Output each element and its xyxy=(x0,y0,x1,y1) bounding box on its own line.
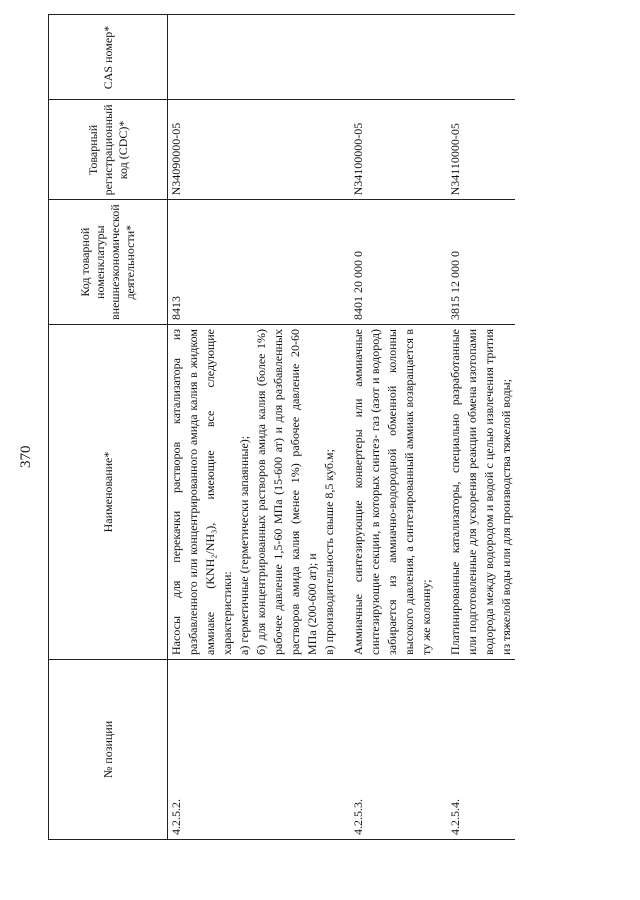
table-header-row xyxy=(49,15,168,840)
row-position: 4.2.5.4. xyxy=(447,660,515,840)
page-number: 370 xyxy=(18,445,34,468)
row-name xyxy=(168,325,351,660)
row-cas xyxy=(350,15,447,100)
row-name-line: Насосы для перекачки растворов катализатора из разбавленного или концентрированного амида калия в жидком аммиаке (KNH₂/NH₃), имеющие все следующие характеристики: xyxy=(169,329,234,655)
header-position: № позиции xyxy=(49,660,168,840)
row-hs-code: 8401 20 000 0 xyxy=(350,200,447,325)
table-row xyxy=(168,15,351,840)
row-name-line: Аммиачные синтезирующие конвертеры или аммиачные синтезирующие секции, в которых синтез- газ (азот и водород) забирается из аммиачно-водородной обменной колонны высокого давления, а синтезированный аммиак возвращается в ту же колонну; xyxy=(351,329,433,655)
row-name-line: б) для концентрированных растворов амида калия (более 1%) рабочее давление 1,5-60 МПа (15-600 ат) и для разбавленных растворов амида калия (менее 1%) рабочее давление 20-60 МПа (200-600 ат); и xyxy=(254,329,319,655)
header-name: Наименование* xyxy=(49,325,168,660)
table-row xyxy=(350,15,447,840)
row-name xyxy=(447,325,515,660)
row-hs-code: 3815 12 000 0 xyxy=(447,200,515,325)
row-position: 4.2.5.2. xyxy=(168,660,351,840)
table-row xyxy=(447,15,515,840)
row-cdc: N34100000-05 xyxy=(350,100,447,200)
header-hs-code: Код товарной номенклатуры внешнеэкономической деятельности* xyxy=(49,200,168,325)
row-name-line: а) герметичные (герметически запаянные); xyxy=(237,435,251,655)
row-name-line: Платинированные катализаторы, специально разработанные или подготовленные для ускорения реакции обмена изотопами водорода между водородом и водой с целью извлечения трития из тяжелой воды или для производства тяжелой воды; xyxy=(448,329,513,655)
row-name xyxy=(350,325,447,660)
row-cas xyxy=(168,15,351,100)
row-cas xyxy=(447,15,515,100)
header-cas: CAS номер* xyxy=(49,15,168,100)
row-cdc: N34110000-05 xyxy=(447,100,515,200)
row-name-line: в) производительность свыше 8,5 куб.м; xyxy=(322,449,336,655)
row-cdc: N34090000-05 xyxy=(168,100,351,200)
header-cdc: Товарный регистрационный код (CDC)* xyxy=(49,100,168,200)
goods-table xyxy=(48,15,515,841)
row-hs-code: 8413 xyxy=(168,200,351,325)
row-position: 4.2.5.3. xyxy=(350,660,447,840)
